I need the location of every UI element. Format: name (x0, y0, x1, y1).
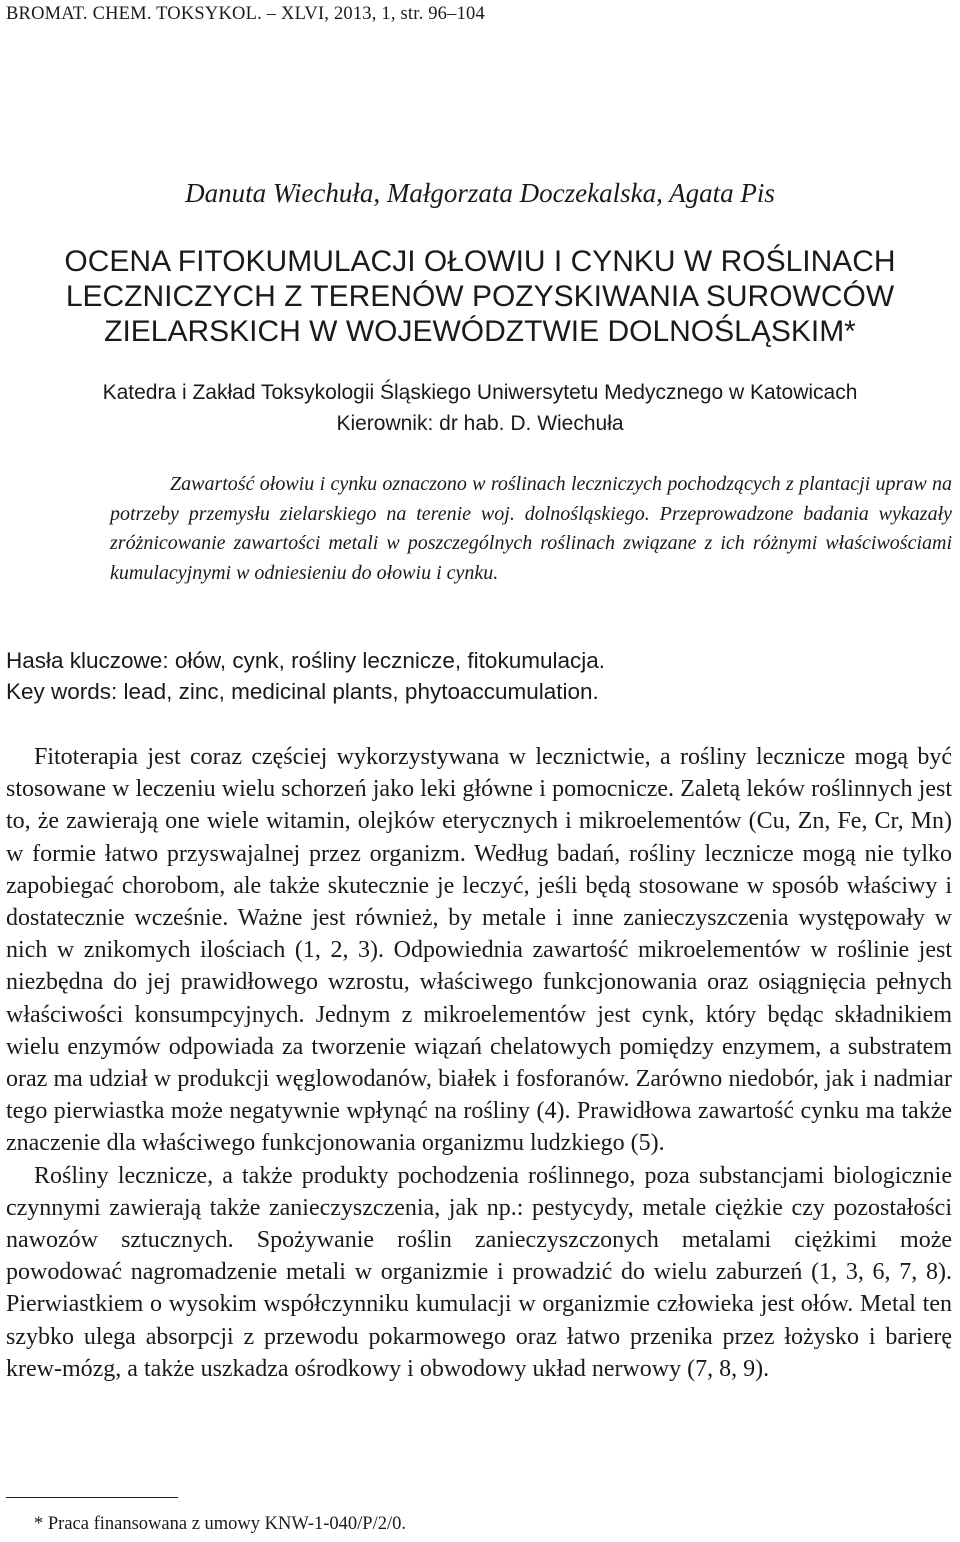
article-authors: Danuta Wiechuła, Małgorzata Doczekalska, Agata Pis (185, 178, 775, 208)
body-text (6, 741, 952, 1385)
title-line: ZIELARSKICH W WOJEWÓDZTWIE DOLNOŚLĄSKIM* (104, 315, 856, 348)
abstract-text: Zawartość ołowiu i cynku oznaczono w roślinach leczniczych pochodzących z plantacji upraw na potrzeby przemysłu zielarskiego na terenie woj. dolnośląskiego. Przeprowadzone badania wykazały zróżnicowanie zawartości metali w poszczególnych roślinach związane z ich różnymi właściwościami kumulacyjnymi w odniesieniu do ołowiu i cynku. (110, 473, 952, 584)
title-line: LECZNICZYCH Z TERENÓW POZYSKIWANIA SUROWCÓW (65, 280, 895, 313)
body-paragraph: Rośliny lecznicze, a także produkty pochodzenia roślinnego, poza substancjami biologicznie czynnymi zawierają także zanieczyszczenia, jak np.: pestycydy, metale ciężkie czy pozostałości nawozów sztucznych. Spożywanie roślin zanieczyszczonych metalami ciężkimi może powodować nagromadzenie metali w organizmie i prowadzić do wielu zaburzeń (1, 3, 6, 7, 8). Pierwiastkiem o wysokim współczynniku kumulacji w organizmie człowieka jest ołów. Metal ten szybko ulega absorpcji z przewodu pokarmowego oraz łatwo przenika przez łożysko i barierę krew-mózg, a także uszkadza ośrodkowy i obwodowy układ nerwowy (7, 8, 9). (6, 1162, 952, 1382)
keywords-polish: Hasła kluczowe: ołów, cynk, rośliny lecznicze, fitokumulacja. (6, 648, 605, 673)
footnote: * Praca finansowana z umowy KNW-1-040/P/2/0. (34, 1514, 406, 1534)
journal-citation: BROMAT. CHEM. TOKSYKOL. – XLVI, 2013, 1, str. 96–104 (6, 4, 485, 24)
keywords-block (6, 645, 952, 707)
keywords-english: Key words: lead, zinc, medicinal plants, phytoaccumulation. (6, 679, 599, 704)
article-title (0, 244, 960, 349)
abstract (110, 470, 952, 588)
title-line: OCENA FITOKUMULACJI OŁOWIU I CYNKU W ROŚLINACH (64, 245, 896, 278)
affiliation-block (0, 377, 960, 439)
footnote-divider (6, 1497, 178, 1498)
affiliation: Katedra i Zakład Toksykologii Śląskiego Uniwersytetu Medycznego w Katowicach (102, 381, 858, 404)
department-head: Kierownik: dr hab. D. Wiechuła (336, 412, 624, 435)
body-paragraph: Fitoterapia jest coraz częściej wykorzystywana w lecznictwie, a rośliny lecznicze mogą być stosowane w leczeniu wielu schorzeń jako leki główne i pomocnicze. Zaletą leków roślinnych jest to, że zawierają one wiele witamin, olejków eterycznych i mikroelementów (Cu, Zn, Fe, Cr, Mn) w formie łatwo przyswajalnej przez organizm. Według badań, rośliny lecznicze mogą nie tylko zapobiegać chorobom, ale także skutecznie je leczyć, jeśli będą stosowane w sposób właściwy i dostatecznie wcześnie. Ważne jest również, by metale i inne zanieczyszczenia występowały w nich w znikomych ilościach (1, 2, 3). Odpowiednia zawartość mikroelementów w roślinie jest niezbędna do jej prawidłowego wzrostu, właściwego funkcjonowania oraz osiągnięcia pełnych właściwości konsumpcyjnych. Jednym z mikroelementów jest cynk, który będąc składnikiem wielu enzymów odpowiada za tworzenie wiązań chelatowych pomiędzy enzymem, a substratem oraz ma udział w produkcji węglowodanów, białek i fosforanów. Zarówno niedobór, jak i nadmiar tego pierwiastka może negatywnie wpłynąć na rośliny (4). Prawidłowa zawartość cynku ma także znaczenie dla właściwego funkcjonowania organizmu ludzkiego (5). (6, 744, 952, 1157)
